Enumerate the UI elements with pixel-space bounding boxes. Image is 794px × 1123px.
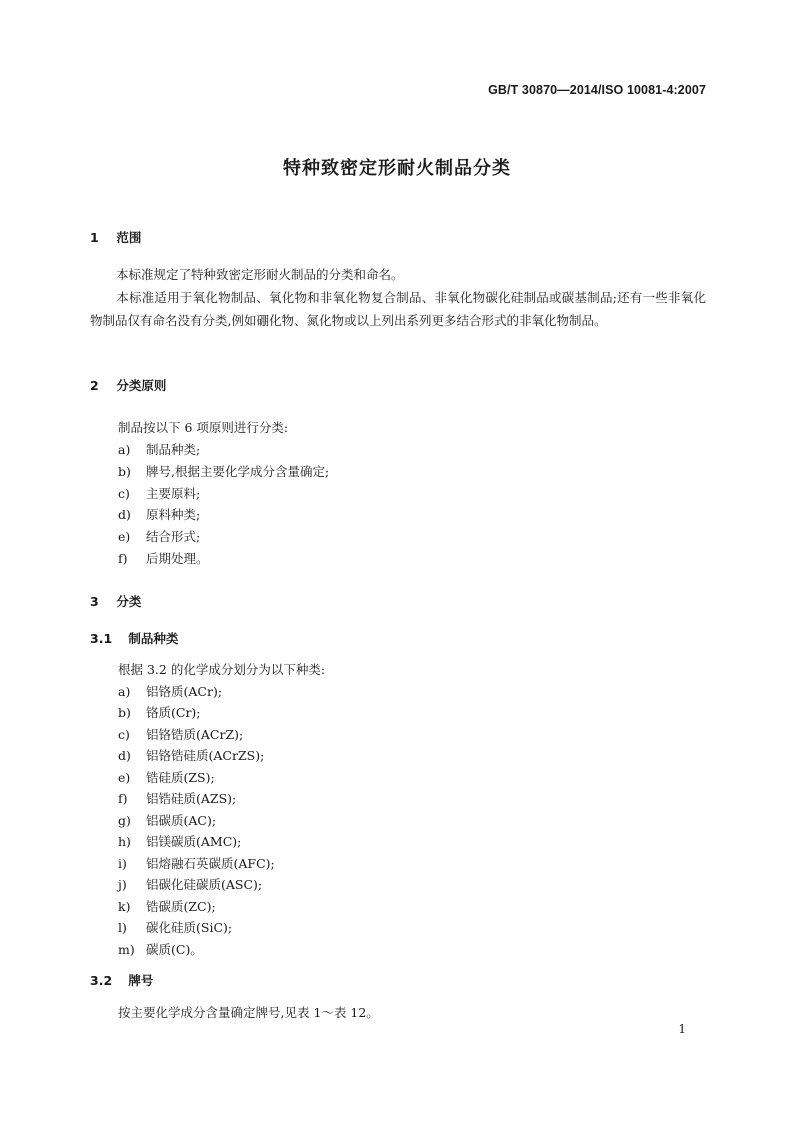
list-item (118, 918, 232, 936)
list-item (118, 768, 215, 786)
list-label: d) (118, 507, 131, 522)
list-item (118, 484, 200, 502)
list-item (118, 854, 275, 872)
list-text: 铝锆硅质(AZS); (146, 791, 237, 806)
document-title: 特种致密定形耐火制品分类 (283, 158, 511, 179)
paragraph-text: 本标准适用于氧化物制品、氧化物和非氧化物复合制品、非氧化物碳化硅制品或碳基制品;还有一些非氧化物制品仅有命名没有分类,例如硼化物、氮化物或以上列出系列更多结合形式的非氧化物制品。 (90, 290, 706, 328)
list-text: 铝铬锆质(ACrZ); (146, 727, 244, 742)
list-text: 铝铬质(ACr); (146, 684, 223, 699)
list-label: m) (118, 942, 135, 957)
list-item (118, 440, 200, 458)
list-label: c) (118, 727, 130, 742)
list-item (118, 746, 264, 764)
list-label: b) (118, 705, 131, 720)
list-item (118, 462, 329, 480)
section-1-paragraph-1 (90, 263, 706, 286)
section-title: 制品种类 (128, 631, 179, 646)
section-3-1-heading (90, 629, 178, 647)
section-number: 3.1 (90, 631, 113, 646)
list-item (118, 527, 200, 545)
list-text: 制品种类; (146, 442, 201, 457)
list-label: j) (118, 877, 127, 892)
list-label: i) (118, 856, 127, 871)
list-text: 碳质(C)。 (146, 942, 203, 957)
list-item (118, 897, 216, 915)
list-text: 原料种类; (146, 507, 201, 522)
section-3-2-text: 按主要化学成分含量确定牌号,见表 1～表 12。 (118, 1005, 379, 1020)
list-text: 铬质(Cr); (146, 705, 201, 720)
list-item (118, 832, 241, 850)
list-item (118, 789, 236, 807)
list-item (118, 940, 203, 958)
section-title: 分类原则 (116, 378, 167, 393)
section-1-heading (90, 228, 141, 246)
list-label: l) (118, 920, 127, 935)
section-3-1-intro: 根据 3.2 的化学成分划分为以下种类: (118, 662, 326, 677)
section-2-intro: 制品按以下 6 项原则进行分类: (118, 420, 289, 435)
list-item (118, 505, 200, 523)
section-3-2-heading (90, 971, 153, 989)
section-number: 3.2 (90, 973, 113, 988)
list-text: 铝铬锆硅质(ACrZS); (146, 748, 265, 763)
list-label: a) (118, 684, 131, 699)
list-label: f) (118, 791, 128, 806)
list-label: f) (118, 551, 128, 566)
list-text: 结合形式; (146, 529, 201, 544)
list-item (118, 682, 222, 700)
list-text: 铝镁碳质(AMC); (146, 834, 242, 849)
list-text: 铝碳质(AC); (146, 813, 217, 828)
list-label: g) (118, 813, 131, 828)
list-text: 铝熔融石英碳质(AFC); (146, 856, 275, 871)
list-label: c) (118, 486, 130, 501)
list-text: 锆硅质(ZS); (146, 770, 215, 785)
section-title: 牌号 (128, 973, 154, 988)
list-item (118, 703, 201, 721)
list-label: e) (118, 529, 131, 544)
list-item (118, 875, 262, 893)
section-title: 范围 (116, 230, 142, 245)
section-number: 2 (90, 378, 99, 393)
list-item (118, 549, 209, 567)
section-2-heading (90, 376, 166, 394)
list-text: 后期处理。 (146, 551, 209, 566)
list-label: a) (118, 442, 131, 457)
list-label: h) (118, 834, 131, 849)
list-label: k) (118, 899, 131, 914)
list-text: 铝碳化硅碳质(ASC); (146, 877, 263, 892)
list-text: 主要原料; (146, 486, 201, 501)
section-1-paragraph-2 (90, 286, 706, 332)
list-item (118, 725, 243, 743)
list-label: d) (118, 748, 131, 763)
standard-code: GB/T 30870—2014/ISO 10081-4:2007 (488, 83, 706, 97)
section-number: 1 (90, 230, 99, 245)
list-text: 碳化硅质(SiC); (146, 920, 233, 935)
section-number: 3 (90, 594, 99, 609)
section-3-heading (90, 592, 141, 610)
list-item (118, 811, 216, 829)
list-text: 锆碳质(ZC); (146, 899, 216, 914)
list-label: b) (118, 464, 131, 479)
list-label: e) (118, 770, 131, 785)
page-number: 1 (678, 1022, 686, 1036)
list-text: 牌号,根据主要化学成分含量确定; (146, 464, 330, 479)
section-title: 分类 (116, 594, 142, 609)
paragraph-text: 本标准规定了特种致密定形耐火制品的分类和命名。 (116, 267, 404, 282)
